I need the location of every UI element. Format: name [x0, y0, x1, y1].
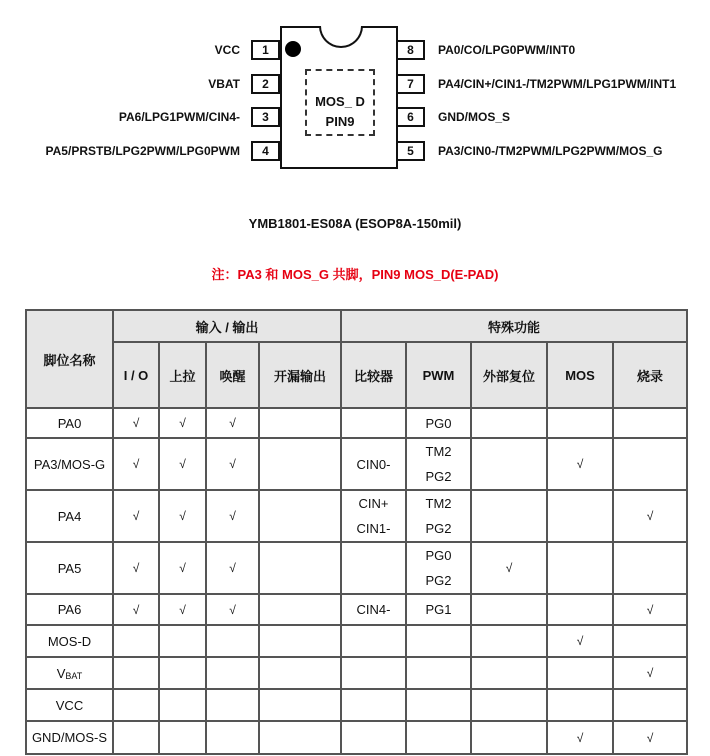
table-row [26, 490, 687, 542]
pin-1-label: VCC [214, 43, 240, 57]
ext-reset-cell [471, 657, 547, 689]
pin-name-cell [26, 438, 113, 490]
wakeup-cell [206, 625, 259, 657]
io-cell: √ [113, 594, 159, 625]
pin-6: 6 [396, 107, 425, 127]
ext-reset-cell [471, 625, 547, 657]
header-group-special: 特殊功能 [341, 310, 687, 342]
pwm-cell [406, 438, 471, 490]
comparator-value: CIN+ [358, 496, 389, 511]
comparator-value: CIN0- [356, 456, 391, 472]
mos-cell [547, 490, 613, 542]
wakeup-cell: √ [206, 408, 259, 438]
pin-5-label: PA3/CIN0-/TM2PWM/LPG2PWM/MOS_G [438, 144, 663, 158]
pin-8: 8 [396, 40, 425, 60]
pin1-indicator-dot [285, 41, 301, 57]
header-pwm: PWM [406, 342, 471, 408]
header-ext-reset: 外部复位 [471, 342, 547, 408]
pin-name-cell [26, 721, 113, 754]
pullup-cell: √ [159, 594, 206, 625]
pin-function-table [25, 309, 688, 755]
open-drain-cell [259, 657, 341, 689]
mos-cell [547, 408, 613, 438]
ext-reset-cell: √ [471, 542, 547, 594]
pin-name: VCC [55, 697, 84, 713]
mos-cell: √ [547, 721, 613, 754]
program-cell: √ [613, 657, 687, 689]
comparator-cell [341, 594, 406, 625]
header-mos: MOS [547, 342, 613, 408]
comparator-cell [341, 542, 406, 594]
pin-name-cell [26, 625, 113, 657]
ext-reset-cell [471, 721, 547, 754]
open-drain-cell [259, 625, 341, 657]
table-row [26, 689, 687, 721]
header-group-io: 输入 / 输出 [113, 310, 341, 342]
pin-name-cell [26, 657, 113, 689]
io-cell: √ [113, 438, 159, 490]
ext-reset-cell [471, 408, 547, 438]
pullup-cell [159, 657, 206, 689]
comparator-value: CIN4- [356, 602, 391, 617]
pin-4-label: PA5/PRSTB/LPG2PWM/LPG0PWM [45, 144, 240, 158]
pin-name: PA0 [57, 415, 82, 431]
open-drain-cell [259, 721, 341, 754]
pin-7: 7 [396, 74, 425, 94]
io-cell [113, 657, 159, 689]
mos-cell: √ [547, 625, 613, 657]
pin-3: 3 [251, 107, 280, 127]
pwm-cell [406, 408, 471, 438]
mos-cell [547, 542, 613, 594]
open-drain-cell [259, 594, 341, 625]
ext-reset-cell [471, 689, 547, 721]
table-row [26, 721, 687, 754]
pullup-cell [159, 625, 206, 657]
pin-note: 注：PA3 和 MOS_G 共脚，PIN9 MOS_D(E-PAD) [211, 267, 499, 282]
pin-name-cell [26, 490, 113, 542]
pin-name: PA4 [57, 508, 82, 524]
pullup-cell [159, 689, 206, 721]
pwm-cell [406, 689, 471, 721]
pwm-cell [406, 625, 471, 657]
pin-3-label: PA6/LPG1PWM/CIN4- [118, 110, 240, 124]
program-cell [613, 408, 687, 438]
pin-6-label: GND/MOS_S [438, 110, 511, 124]
pwm-cell [406, 594, 471, 625]
ext-reset-cell [471, 594, 547, 625]
mos-cell [547, 689, 613, 721]
pwm-value: TM2 [425, 496, 452, 511]
open-drain-cell [259, 542, 341, 594]
pin-name: MOS-D [47, 633, 92, 649]
pin-2-label: VBAT [208, 77, 240, 91]
program-cell [613, 542, 687, 594]
ext-reset-cell [471, 490, 547, 542]
header-pullup: 上拉 [159, 342, 206, 408]
wakeup-cell [206, 721, 259, 754]
header-io: I / O [113, 342, 159, 408]
pin-1: 1 [251, 40, 280, 60]
pwm-value: PG0 [425, 548, 452, 563]
table-row [26, 542, 687, 594]
comparator-cell [341, 625, 406, 657]
open-drain-cell [259, 408, 341, 438]
open-drain-cell [259, 689, 341, 721]
wakeup-cell [206, 657, 259, 689]
comparator-cell [341, 657, 406, 689]
header-program: 烧录 [613, 342, 687, 408]
mos-cell: √ [547, 438, 613, 490]
pwm-value: PG2 [425, 573, 452, 588]
pin-7-label: PA4/CIN+/CIN1-/TM2PWM/LPG1PWM/INT1 [438, 77, 677, 91]
epad-label-line1: MOS_ D [315, 94, 365, 109]
pin-2: 2 [251, 74, 280, 94]
wakeup-cell: √ [206, 542, 259, 594]
program-cell [613, 438, 687, 490]
pwm-cell [406, 657, 471, 689]
pin-name: PA5 [57, 560, 82, 576]
header-open-drain: 开漏输出 [259, 342, 341, 408]
pin-name-cell [26, 542, 113, 594]
table-row [26, 594, 687, 625]
comparator-cell [341, 490, 406, 542]
pin-8-label: PA0/CO/LPG0PWM/INT0 [438, 43, 576, 57]
program-cell: √ [613, 490, 687, 542]
pwm-cell [406, 542, 471, 594]
program-cell: √ [613, 594, 687, 625]
comparator-value: CIN1- [356, 521, 391, 536]
pullup-cell [159, 721, 206, 754]
pwm-cell [406, 490, 471, 542]
ext-reset-cell [471, 438, 547, 490]
pwm-value: TM2 [425, 444, 452, 459]
package-caption: YMB1801-ES08A (ESOP8A-150mil) [248, 216, 462, 231]
program-cell: √ [613, 721, 687, 754]
pin-name: GND/MOS-S [31, 730, 108, 745]
wakeup-cell: √ [206, 438, 259, 490]
wakeup-cell [206, 689, 259, 721]
pin-name-subscript: BAT [65, 670, 83, 681]
pwm-value: PG2 [425, 521, 452, 536]
wakeup-cell: √ [206, 490, 259, 542]
io-cell [113, 625, 159, 657]
comparator-cell [341, 438, 406, 490]
pullup-cell: √ [159, 438, 206, 490]
pwm-cell [406, 721, 471, 754]
table-row [26, 625, 687, 657]
io-cell [113, 721, 159, 754]
header-comparator: 比较器 [341, 342, 406, 408]
wakeup-cell: √ [206, 594, 259, 625]
io-cell: √ [113, 490, 159, 542]
pin-5: 5 [396, 141, 425, 161]
io-cell: √ [113, 408, 159, 438]
program-cell [613, 689, 687, 721]
mos-cell [547, 594, 613, 625]
pin-4: 4 [251, 141, 280, 161]
header-wakeup: 唤醒 [206, 342, 259, 408]
comparator-cell [341, 408, 406, 438]
pin-name: PA3/MOS-G [33, 456, 106, 472]
program-cell [613, 625, 687, 657]
comparator-cell [341, 721, 406, 754]
pin-name: V [56, 665, 66, 681]
pwm-value: PG1 [425, 602, 452, 617]
io-cell [113, 689, 159, 721]
table-row [26, 657, 687, 689]
mos-cell [547, 657, 613, 689]
open-drain-cell [259, 490, 341, 542]
pin-name-cell [26, 408, 113, 438]
io-cell: √ [113, 542, 159, 594]
epad-label-line2: PIN9 [325, 114, 355, 129]
table-body [26, 408, 687, 754]
pin-name: PA6 [57, 602, 82, 617]
pin-name-cell [26, 594, 113, 625]
pin-name-cell [26, 689, 113, 721]
table-row [26, 408, 687, 438]
header-pin-name: 脚位名称 [26, 310, 113, 408]
pullup-cell: √ [159, 490, 206, 542]
pwm-value: PG0 [425, 415, 452, 431]
pullup-cell: √ [159, 408, 206, 438]
pullup-cell: √ [159, 542, 206, 594]
table-row [26, 438, 687, 490]
comparator-cell [341, 689, 406, 721]
pwm-value: PG2 [425, 469, 452, 484]
open-drain-cell [259, 438, 341, 490]
